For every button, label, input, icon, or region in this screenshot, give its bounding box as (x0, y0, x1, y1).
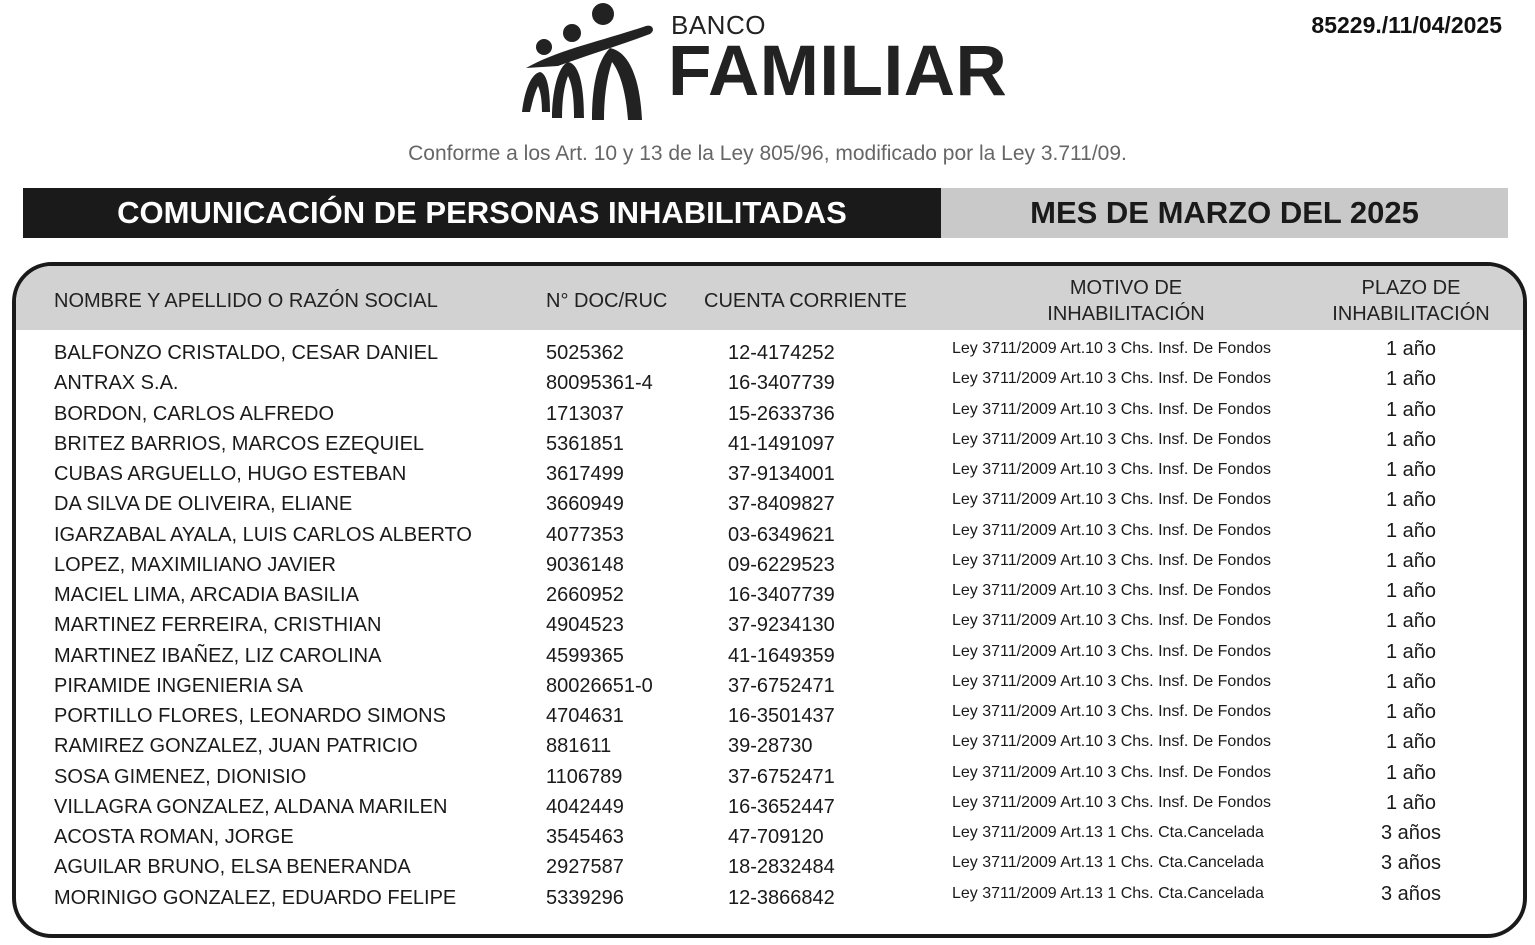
row-name: BALFONZO CRISTALDO, CESAR DANIEL (54, 342, 439, 364)
row-name: CUBAS ARGUELLO, HUGO ESTEBAN (54, 463, 407, 485)
row-reason: Ley 3711/2009 Art.10 3 Chs. Insf. De Fondos (952, 370, 1272, 387)
row-name: AGUILAR BRUNO, ELSA BENERANDA (54, 856, 411, 878)
row-account: 15-2633736 (728, 403, 835, 425)
row-term: 1 año (1385, 580, 1437, 602)
row-reason: Ley 3711/2009 Art.10 3 Chs. Insf. De Fondos (952, 612, 1272, 629)
row-term: 3 años (1380, 822, 1442, 844)
row-account: 16-3407739 (728, 584, 835, 606)
row-term: 1 año (1385, 610, 1437, 632)
row-account: 41-1649359 (728, 645, 835, 667)
header-term-line1: PLAZO DE (1361, 277, 1461, 299)
row-name: MACIEL LIMA, ARCADIA BASILIA (54, 584, 359, 606)
row-name: MORINIGO GONZALEZ, EDUARDO FELIPE (54, 887, 457, 909)
row-name: RAMIREZ GONZALEZ, JUAN PATRICIO (54, 735, 418, 757)
header-reason-line1: MOTIVO DE (1069, 277, 1183, 299)
row-term: 3 años (1380, 883, 1442, 905)
row-reason: Ley 3711/2009 Art.10 3 Chs. Insf. De Fondos (952, 673, 1272, 690)
row-account: 37-9234130 (728, 614, 835, 636)
banner-period: MES DE MARZO DEL 2025 (941, 188, 1508, 238)
row-doc: 3545463 (546, 826, 624, 848)
row-term: 1 año (1385, 489, 1437, 511)
row-doc: 4599365 (546, 645, 624, 667)
row-account: 03-6349621 (728, 524, 835, 546)
row-account: 12-4174252 (728, 342, 835, 364)
publication-reference: 85229./11/04/2025 (1311, 12, 1502, 38)
row-reason: Ley 3711/2009 Art.10 3 Chs. Insf. De Fondos (952, 401, 1272, 418)
row-account: 09-6229523 (728, 554, 835, 576)
row-account: 41-1491097 (728, 433, 835, 455)
row-name: DA SILVA DE OLIVEIRA, ELIANE (54, 493, 353, 515)
family-figures-icon (518, 0, 668, 130)
row-doc: 4704631 (546, 705, 624, 727)
table-row (16, 520, 1523, 550)
row-doc: 9036148 (546, 554, 624, 576)
row-reason: Ley 3711/2009 Art.10 3 Chs. Insf. De Fondos (952, 340, 1272, 357)
row-name: ANTRAX S.A. (54, 372, 179, 394)
row-doc: 80095361-4 (546, 372, 653, 394)
row-doc: 4042449 (546, 796, 624, 818)
disqualified-persons-table (12, 262, 1527, 938)
table-row (16, 852, 1523, 882)
row-reason: Ley 3711/2009 Art.10 3 Chs. Insf. De Fondos (952, 552, 1272, 569)
row-doc: 3617499 (546, 463, 624, 485)
header-account: CUENTA CORRIENTE (704, 290, 907, 312)
logo-banco-text: BANCO (671, 10, 766, 40)
row-name: SOSA GIMENEZ, DIONISIO (54, 766, 307, 788)
row-doc: 5339296 (546, 887, 624, 909)
table-row (16, 792, 1523, 822)
table-row (16, 610, 1523, 640)
logo-familiar-text: FAMILIAR (668, 32, 1008, 111)
table-row (16, 671, 1523, 701)
table-row (16, 368, 1523, 398)
row-reason: Ley 3711/2009 Art.10 3 Chs. Insf. De Fondos (952, 733, 1272, 750)
row-doc: 4077353 (546, 524, 624, 546)
row-name: VILLAGRA GONZALEZ, ALDANA MARILEN (54, 796, 448, 818)
row-term: 1 año (1385, 399, 1437, 421)
row-name: LOPEZ, MAXIMILIANO JAVIER (54, 554, 336, 576)
row-reason: Ley 3711/2009 Art.10 3 Chs. Insf. De Fondos (952, 582, 1272, 599)
table-row (16, 399, 1523, 429)
row-doc: 1713037 (546, 403, 624, 425)
row-term: 1 año (1385, 550, 1437, 572)
header-name: NOMBRE Y APELLIDO O RAZÓN SOCIAL (54, 290, 438, 312)
row-name: ACOSTA ROMAN, JORGE (54, 826, 294, 848)
row-term: 1 año (1385, 671, 1437, 693)
row-account: 16-3501437 (728, 705, 835, 727)
table-row (16, 429, 1523, 459)
row-name: MARTINEZ IBAÑEZ, LIZ CAROLINA (54, 645, 382, 667)
row-term: 1 año (1385, 731, 1437, 753)
row-term: 1 año (1385, 641, 1437, 663)
row-doc: 5025362 (546, 342, 624, 364)
table-row (16, 338, 1523, 368)
row-doc: 881611 (546, 735, 612, 757)
bank-logo (518, 0, 1018, 130)
row-doc: 80026651-0 (546, 675, 653, 697)
row-account: 12-3866842 (728, 887, 835, 909)
header-doc: N° DOC/RUC (546, 290, 668, 312)
table-row (16, 459, 1523, 489)
row-doc: 2927587 (546, 856, 624, 878)
header-term (1311, 275, 1511, 327)
row-doc: 1106789 (546, 766, 623, 788)
row-reason: Ley 3711/2009 Art.10 3 Chs. Insf. De Fondos (952, 431, 1272, 448)
row-name: MARTINEZ FERREIRA, CRISTHIAN (54, 614, 382, 636)
row-reason: Ley 3711/2009 Art.10 3 Chs. Insf. De Fondos (952, 643, 1272, 660)
row-account: 18-2832484 (728, 856, 835, 878)
header-reason (1006, 275, 1246, 327)
header-reason-line2: INHABILITACIÓN (1047, 303, 1205, 325)
row-doc: 3660949 (546, 493, 624, 515)
row-term: 1 año (1385, 762, 1437, 784)
row-account: 39-28730 (728, 735, 813, 757)
row-name: BORDON, CARLOS ALFREDO (54, 403, 335, 425)
row-term: 1 año (1385, 429, 1437, 451)
row-reason: Ley 3711/2009 Art.13 1 Chs. Cta.Cancelada (952, 854, 1264, 871)
legal-note: Conforme a los Art. 10 y 13 de la Ley 805/96, modificado por la Ley 3.711/09. (408, 142, 1127, 165)
row-account: 16-3652447 (728, 796, 835, 818)
row-doc: 2660952 (546, 584, 624, 606)
row-name: IGARZABAL AYALA, LUIS CARLOS ALBERTO (54, 524, 472, 546)
row-reason: Ley 3711/2009 Art.10 3 Chs. Insf. De Fondos (952, 764, 1272, 781)
row-term: 1 año (1385, 459, 1437, 481)
row-reason: Ley 3711/2009 Art.13 1 Chs. Cta.Cancelada (952, 885, 1264, 902)
table-row (16, 762, 1523, 792)
row-term: 1 año (1385, 701, 1437, 723)
row-reason: Ley 3711/2009 Art.13 1 Chs. Cta.Cancelada (952, 824, 1264, 841)
row-account: 37-6752471 (728, 766, 835, 788)
row-account: 37-9134001 (728, 463, 835, 485)
table-row (16, 580, 1523, 610)
table-row (16, 641, 1523, 671)
row-term: 1 año (1385, 368, 1437, 390)
row-doc: 5361851 (546, 433, 624, 455)
row-account: 37-8409827 (728, 493, 835, 515)
row-reason: Ley 3711/2009 Art.10 3 Chs. Insf. De Fondos (952, 461, 1272, 478)
row-term: 1 año (1385, 338, 1437, 360)
table-row (16, 489, 1523, 519)
table-row (16, 731, 1523, 761)
row-account: 47-709120 (728, 826, 824, 848)
row-term: 3 años (1380, 852, 1442, 874)
banner-title: COMUNICACIÓN DE PERSONAS INHABILITADAS (23, 188, 941, 238)
row-reason: Ley 3711/2009 Art.10 3 Chs. Insf. De Fondos (952, 522, 1272, 539)
row-doc: 4904523 (546, 614, 624, 636)
row-name: PIRAMIDE INGENIERIA SA (54, 675, 303, 697)
title-banner (23, 188, 1508, 238)
row-reason: Ley 3711/2009 Art.10 3 Chs. Insf. De Fondos (952, 703, 1272, 720)
table-header (16, 266, 1523, 330)
row-account: 16-3407739 (728, 372, 835, 394)
row-term: 1 año (1385, 520, 1437, 542)
row-name: PORTILLO FLORES, LEONARDO SIMONS (54, 705, 446, 727)
table-row (16, 701, 1523, 731)
row-reason: Ley 3711/2009 Art.10 3 Chs. Insf. De Fondos (952, 491, 1272, 508)
header-term-line2: INHABILITACIÓN (1332, 303, 1490, 325)
row-term: 1 año (1385, 792, 1437, 814)
table-row (16, 883, 1523, 913)
table-row (16, 550, 1523, 580)
table-row (16, 822, 1523, 852)
row-reason: Ley 3711/2009 Art.10 3 Chs. Insf. De Fondos (952, 794, 1272, 811)
row-account: 37-6752471 (728, 675, 835, 697)
row-name: BRITEZ BARRIOS, MARCOS EZEQUIEL (54, 433, 425, 455)
